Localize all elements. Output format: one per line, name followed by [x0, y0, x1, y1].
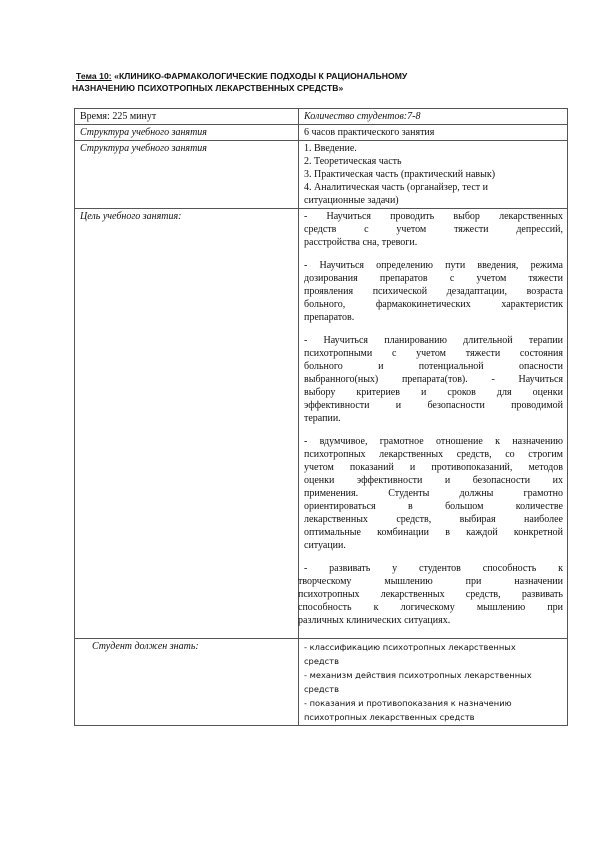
topic-heading — [72, 70, 532, 94]
list-item: - механизм действия психотропных лекарственных — [304, 670, 532, 680]
goal-line: оценки эффективности и безопасности их — [304, 475, 563, 486]
goal-line: применения. Студенты должны грамотно — [304, 488, 563, 499]
goal-line: дозирования препаратов с учетом тяжести — [304, 273, 563, 284]
knowledge-list — [299, 639, 568, 726]
table-row-time — [75, 109, 568, 125]
goal-line: больного, фармакокинетических характеристик — [304, 299, 563, 310]
goal-line: различных клинических ситуациях. — [298, 615, 451, 626]
goal-paragraph-1 — [304, 210, 563, 249]
goal-paragraph-2 — [304, 259, 563, 324]
list-item: средств — [304, 684, 339, 694]
goal-line: расстройства сна, тревоги. — [304, 237, 418, 248]
goal-line: творческому мышлению при назначении — [298, 576, 563, 587]
goal-line: психотропными с учетом тяжести состояния — [304, 348, 563, 359]
goal-line: больного и потенциальной опасности — [304, 361, 563, 372]
list-item: 3. Практическая часть (практический навык) — [304, 169, 496, 180]
list-item: 4. Аналитическая часть (органайзер, тест и — [304, 182, 489, 193]
topic-label: Тема 10: — [76, 71, 112, 81]
list-item: средств — [304, 656, 339, 666]
topic-title-part-2: НАЗНАЧЕНИЮ ПСИХОТРОПНЫХ ЛЕКАРСТВЕННЫХ СРЕДСТВ» — [72, 83, 344, 93]
structure-label-cell: Структура учебного занятия — [75, 125, 299, 141]
goal-line: лекарственных средств, выбирая наиболее — [304, 514, 563, 525]
table-row-structure-hours — [75, 125, 568, 141]
table-row-knowledge — [75, 639, 568, 726]
structure-label-cell-2: Структура учебного занятия — [75, 141, 299, 209]
knowledge-label: Студент должен знать: — [92, 641, 199, 652]
goal-line: - Научиться планированию длительной терапии — [304, 335, 563, 346]
list-item: 2. Теоретическая часть — [304, 156, 402, 167]
goal-line: - развивать у студентов способность к — [304, 563, 563, 574]
goal-line: психотропных лекарственных средств, развивать — [298, 589, 563, 600]
structure-parts-list — [299, 141, 568, 209]
list-item: психотропных лекарственных средств — [304, 712, 475, 722]
goal-line: психотропных лекарственных средств, со строгим — [304, 449, 563, 460]
goal-line: выбранного(ных) препарата(тов). - Научиться — [304, 374, 563, 385]
table-row-structure-parts — [75, 141, 568, 209]
topic-title-part-1: «КЛИНИКО-ФАРМАКОЛОГИЧЕСКИЕ ПОДХОДЫ К РАЦИОНАЛЬНОМУ — [114, 71, 408, 81]
time-cell: Время: 225 минут — [75, 109, 299, 125]
goal-paragraph-4 — [304, 435, 563, 552]
list-item: 1. Введение. — [304, 143, 357, 154]
goal-paragraph-5 — [298, 562, 563, 627]
goal-line: - вдумчивое, грамотное отношение к назначению — [304, 436, 563, 447]
goal-label-cell: Цель учебного занятия: — [75, 209, 299, 639]
goal-line: способность к логическому мышлению при — [298, 602, 563, 613]
knowledge-label-cell — [75, 639, 299, 726]
goal-line: терапии. — [304, 413, 341, 424]
table-row-goals — [75, 209, 568, 639]
goal-line: - Научиться определению пути введения, режима — [304, 260, 563, 271]
students-count-cell: Количество студентов:7-8 — [299, 109, 568, 125]
lesson-plan-table — [74, 108, 568, 726]
goal-line: ситуации. — [304, 540, 346, 551]
goal-line: выбору критериев и сроков для оценки — [304, 387, 563, 398]
list-item: ситуационные задачи) — [304, 195, 399, 206]
list-item: - показания и противопоказания к назначению — [304, 698, 512, 708]
topic-heading-line-1 — [72, 70, 532, 82]
goal-line: эффективности и безопасности проводимой — [304, 400, 563, 411]
goals-cell — [299, 209, 568, 639]
goal-line: проявления психической дезадаптации, возраста — [304, 286, 563, 297]
hours-cell: 6 часов практического занятия — [299, 125, 568, 141]
list-item: - классификацию психотропных лекарственных — [304, 642, 516, 652]
goal-line: препаратов. — [304, 312, 355, 323]
goal-line: оптимальные комбинации в каждой конкретной — [304, 527, 563, 538]
goal-line: ориентироваться в большом количестве — [304, 501, 563, 512]
goal-line: средств с учетом тяжести депрессий, — [304, 224, 563, 235]
goal-line: учетом показаний и противопоказаний, методов — [304, 462, 563, 473]
goal-line: - Научиться проводить выбор лекарственных — [304, 211, 563, 222]
goal-paragraph-3 — [304, 334, 563, 425]
